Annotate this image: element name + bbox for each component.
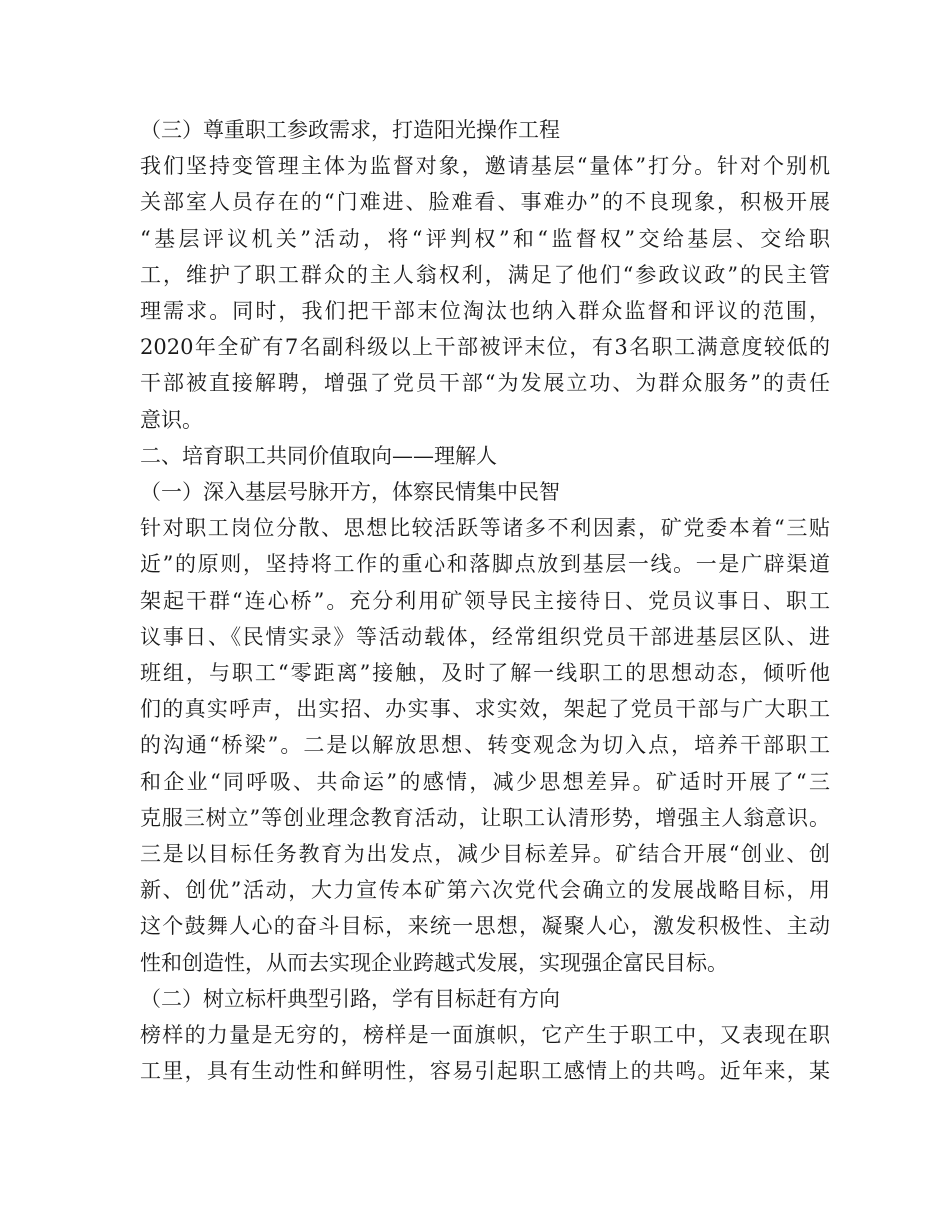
paragraph-line: 工，维护了职工群众的主人翁权利，满足了他们“参政议政”的民主管 [140,262,830,287]
paragraph [140,1017,830,1089]
document-page [140,112,830,1089]
paragraph-line: 近”的原则，坚持将工作的重心和落脚点放到基层一线。一是广辟渠道 [140,552,830,577]
paragraph-line: 性和创造性，从而去实现企业跨越式发展，实现强企富民目标。 [140,950,728,975]
section-heading [140,112,830,148]
paragraph-line: 干部被直接解聘，增强了党员干部“为发展立功、为群众服务”的责任 [140,371,830,396]
paragraph-line: 2020年全矿有7名副科级以上干部被评末位，有3名职工满意度较低的 [140,335,830,360]
paragraph-line: 关部室人员存在的“门难进、脸难看、事难办”的不良现象，积极开展 [140,190,830,215]
paragraph-line: 架起干群“连心桥”。充分利用矿领导民主接待日、党员议事日、职工 [140,588,830,613]
section-heading [140,981,830,1017]
paragraph-line: 的沟通“桥梁”。二是以解放思想、转变观念为切入点，培养干部职工 [140,733,830,758]
heading-text: （三）尊重职工参政需求，打造阳光操作工程 [140,118,560,142]
paragraph-line: 议事日、《民情实录》等活动载体，经常组织党员干部进基层区队、进 [140,624,830,649]
paragraph-line: “基层评议机关”活动，将“评判权”和“监督权”交给基层、交给职 [140,226,830,251]
heading-text: （一）深入基层号脉开方，体察民情集中民智 [140,480,560,505]
paragraph-line: 克服三树立”等创业理念教育活动，让职工认清形势，增强主人翁意识。 [140,805,830,830]
paragraph [140,510,830,981]
paragraph-line: 新、创优”活动，大力宣传本矿第六次党代会确立的发展战略目标，用 [140,878,830,903]
heading-text: 二、培育职工共同价值取向——理解人 [140,443,497,468]
section-heading [140,438,830,474]
paragraph-line: 这个鼓舞人心的奋斗目标，来统一思想，凝聚人心，激发积极性、主动 [140,914,830,939]
paragraph-line: 我们坚持变管理主体为监督对象，邀请基层“量体”打分。针对个别机 [140,154,830,179]
paragraph-line: 意识。 [140,407,203,432]
paragraph-line: 班组，与职工“零距离”接触，及时了解一线职工的思想动态，倾听他 [140,661,830,686]
heading-text: （二）树立标杆典型引路，学有目标赶有方向 [140,986,560,1011]
section-heading [140,474,830,510]
paragraph-line: 三是以目标任务教育为出发点，减少目标差异。矿结合开展“创业、创 [140,842,830,867]
paragraph-line: 工里，具有生动性和鲜明性，容易引起职工感情上的共鸣。近年来，某 [140,1059,830,1084]
paragraph-line: 榜样的力量是无穷的，榜样是一面旗帜，它产生于职工中，又表现在职 [140,1023,830,1048]
paragraph [140,148,830,438]
paragraph-line: 针对职工岗位分散、思想比较活跃等诸多不利因素，矿党委本着“三贴 [140,516,830,541]
paragraph-line: 理需求。同时，我们把干部末位淘汰也纳入群众监督和评议的范围， [140,299,830,324]
paragraph-line: 们的真实呼声，出实招、办实事、求实效，架起了党员干部与广大职工 [140,697,830,722]
paragraph-line: 和企业“同呼吸、共命运”的感情，减少思想差异。矿适时开展了“三 [140,769,830,794]
